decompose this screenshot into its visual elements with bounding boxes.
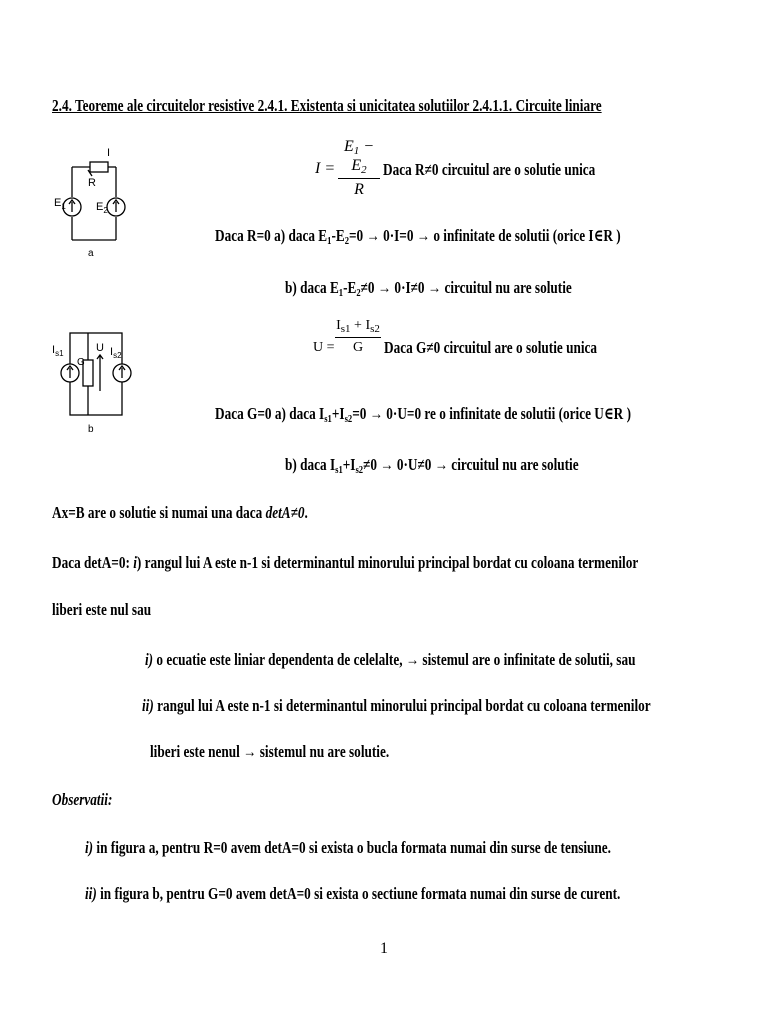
page-number: 1 [380,940,388,957]
para-unique-solution: Ax=B are o solutie si numai una daca detA≠0. [52,503,308,522]
circuit-a-label-e1: $E_1$ [54,197,66,211]
eq2-numerator: $I_{s1} + I_{s2}$ [336,318,380,335]
line-g0-b: b) daca $I_{s1}+I_{s2}\ne 0 \to 0\cdot U\ne 0$ → circuitul nu are solutie [285,455,579,476]
para-deta-zero: Daca detA=0: i) rangul lui A este n-1 si determinantul minorului principal bordat cu coloana termenilor [52,553,639,572]
eq1-fraction [338,138,380,199]
eq2-text: Daca G≠0 circuitul are o solutie unica [384,338,598,357]
line-r0-b: b) daca $E_1-E_2\ne 0 \to 0\cdot I\ne 0$ → circuitul nu are solutie [285,278,572,299]
circuit-b-label-u: U [96,342,104,354]
circuit-b-label-is2: $I_{s2}$ [110,346,122,360]
item-ii: ii) rangul lui A este n-1 si determinantul minorului principal bordat cu coloana termenilor [142,696,651,715]
line-g0-a: Daca G=0 a) daca $I_{s1}+I_{s2}=0 \to 0\cdot U=0$ re o infinitate de solutii (orice U∈R ) [215,404,631,425]
eq2-lhs: U = [313,340,335,355]
circuit-b-diagram [50,325,140,435]
section-heading: 2.4. Teoreme ale circuitelor resistive 2.4.1. Existenta si unicitatea solutiilor 2.4.1.1. Circuite liniare [52,96,602,115]
circuit-a-label-r: R [88,177,96,189]
circuit-a-label-a: a [88,248,94,259]
eq2-fraction [335,318,381,356]
line-r0-a: Daca R=0 a) daca $E_1-E_2=0 \to 0\cdot I=0 \to o$ infinitate de solutii (orice I∈R ) [215,226,621,247]
circuit-a-label-i: I [107,147,111,159]
eq2-denominator: G [352,340,364,355]
circuit-b-label-is1: $I_{s1}$ [52,344,64,358]
circuit-b-label-g: G [77,357,85,368]
eq1-lhs: I = [315,160,336,177]
observatii-heading: Observatii: [52,790,113,809]
eq1-denominator: R [354,181,364,198]
eq1-numerator: $E_1 - E_2$ [343,138,375,176]
circuit-a-diagram [50,142,140,262]
observation-i: i) in figura a, pentru R=0 avem detA=0 si exista o bucla formata numai din surse de tensiune. [85,838,612,857]
observation-ii: ii) in figura b, pentru G=0 avem detA=0 si exista o sectiune formata numai din surse de curent. [85,884,621,903]
item-ii-cont: liberi este nenul → sistemul nu are solutie. [150,742,390,761]
item-i: i) o ecuatie este liniar dependenta de celelalte, → sistemul are o infinitate de solutii, sau [145,650,636,669]
circuit-a-label-e2: $E_2$ [96,201,108,215]
para-deta-zero-cont: liberi este nul sau [52,600,152,619]
resistor-r [90,162,108,172]
eq1-text: Daca R≠0 circuitul are o solutie unica [383,160,596,179]
circuit-b-label-b: b [88,424,94,435]
